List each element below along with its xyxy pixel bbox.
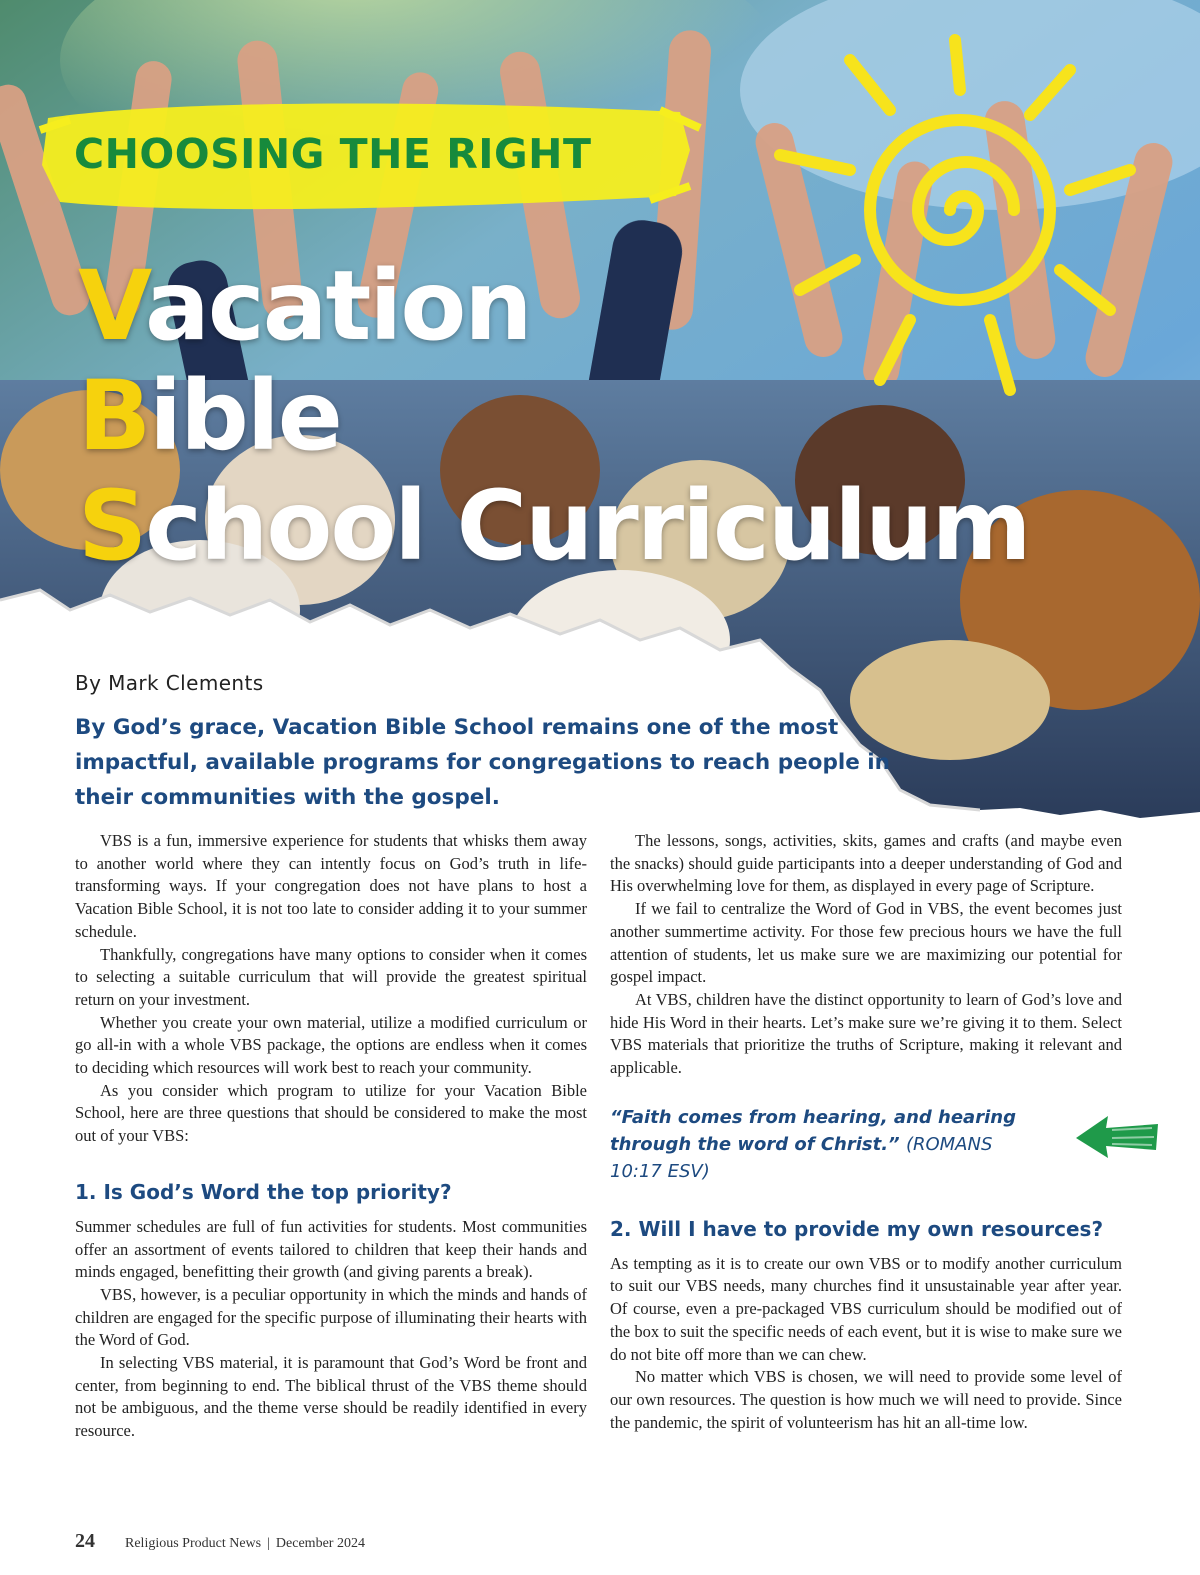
paragraph: Summer schedules are full of fun activities for students. Most communities offer an assortment of events tailored to children that keep their hands and minds engaged, benefitting their growth (and giving parents a break). [75, 1216, 587, 1282]
sun-doodle-icon [760, 20, 1180, 420]
kicker-headline: CHOOSING THE RIGHT [74, 130, 592, 178]
title-rest-3: chool Curriculum [145, 470, 1030, 582]
paragraph: The lessons, songs, activities, skits, games and crafts (and maybe even the snacks) should guide participants into a deeper understanding of God and His overwhelming love for them, as displayed in every page of Scripture. [610, 831, 1122, 896]
title-line-1 [78, 250, 531, 362]
paragraph: No matter which VBS is chosen, we will need to provide some level of our own resources. The question is how much we will need to provide. Since the pandemic, the spirit of volunteerism has hit an all-time low. [610, 1367, 1122, 1432]
paragraph: At VBS, children have the distinct opportunity to learn of God’s love and hide His Word in their hearts. Let’s make sure we’re giving it to them. Select VBS materials that prioritize the truths of Scripture, making it relevant and applicable. [610, 989, 1122, 1078]
left-column [75, 830, 587, 1443]
section-2-heading: 2. Will I have to provide my own resources? [610, 1216, 1104, 1241]
byline: By Mark Clements [75, 671, 264, 695]
pull-quote [610, 1104, 1122, 1185]
title-line-3 [78, 470, 1030, 582]
title-line-2 [78, 360, 341, 472]
lede: By God’s grace, Vacation Bible School remains one of the most impactful, available programs for congregations to reach people in their communities with the gospel. [75, 715, 890, 810]
page-footer [75, 1530, 365, 1553]
page-number: 24 [75, 1530, 95, 1552]
paragraph: In selecting VBS material, it is paramount that God’s Word be front and center, from beginning to end. The biblical thrust of the VBS theme should not be ambiguous, and the theme verse should be readily identified in every resource. [75, 1353, 587, 1441]
paragraph: As you consider which program to utilize for your Vacation Bible School, here are three questions that should be considered to make the most out of your VBS: [75, 1080, 587, 1146]
pull-quote-reference: (ROMANS 10:17 ESV) [610, 1133, 993, 1182]
footer-separator: | [267, 1536, 270, 1551]
title-initial-b: B [78, 360, 150, 472]
paragraph: If we fail to centralize the Word of God in VBS, the event becomes just another summertime activity. For those few precious hours we have the full attention of students, let us make sure we are maximizing our potential for gospel impact. [610, 899, 1122, 987]
issue-date: December 2024 [275, 1536, 365, 1551]
section-1-heading: 1. Is God’s Word the top priority? [75, 1179, 452, 1204]
title-rest-2: ible [149, 360, 341, 472]
paragraph: VBS, however, is a peculiar opportunity in which the minds and hands of children are engaged for the specific purpose of illuminating their hearts with the Word of God. [75, 1284, 587, 1350]
arrow-doodle-icon [1072, 1112, 1162, 1162]
paragraph: Thankfully, congregations have many options to consider when it comes to selecting a suitable curriculum that will provide the greatest spiritual return on your investment. [75, 944, 587, 1009]
title-rest-1: acation [145, 250, 531, 362]
paragraph: Whether you create your own material, utilize a modified curriculum or go all-in with a whole VBS package, the options are endless when it comes to deciding which resources will work best to reach your community. [75, 1012, 587, 1078]
right-column [610, 830, 1122, 1434]
title-initial-v: V [78, 250, 146, 362]
pull-quote-text: “Faith comes from hearing, and hearing through the word of Christ.” [610, 1106, 1016, 1155]
paragraph: VBS is a fun, immersive experience for students that whisks them away to another world where they can intently focus on God’s truth in life-transforming ways. If your congregation does not have plans to host a Vacation Bible School, it is not too late to consider adding it to your summer schedule. [75, 831, 587, 941]
publication-name: Religious Product News [125, 1536, 262, 1551]
title-initial-s: S [78, 470, 146, 582]
paragraph: As tempting as it is to create our own VBS or to modify another curriculum to suit our VBS needs, many churches find it unsustainable year after year. Of course, even a pre-packaged VBS curriculum should be modified out of the box to suit the specific needs of each event, but it is wise to make sure we do not bite off more than we can chew. [610, 1253, 1122, 1364]
